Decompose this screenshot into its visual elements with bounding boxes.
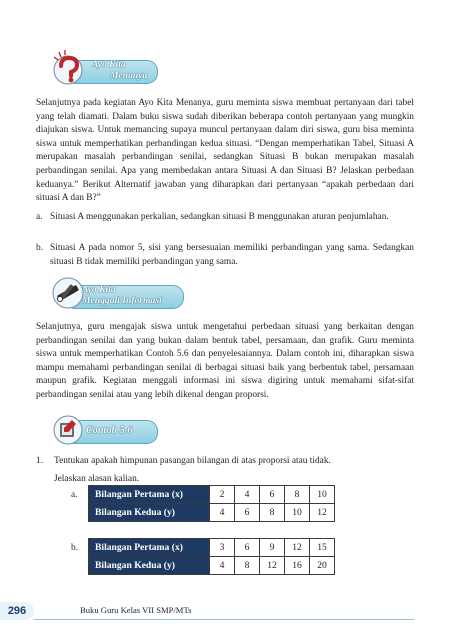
footer-book-title: Buku Guru Kelas VII SMP/MTs — [80, 605, 192, 615]
table-a — [88, 485, 335, 522]
paragraph-menggali: Selanjutnya, guru mengajak siswa untuk mengetahui perbedaan situasi yang berkaitan dengan perbandingan senilai dan yang bukan dalam bentuk tabel, persamaan, dan grafik. Guru meminta siswa untuk memperhatikan Contoh 5.6 dan penyelesaiannya. Dalam contoh ini, diharapkan siswa mampu memahami perbandingan senilai di berbagai situasi baik yang berbentuk tabel, persamaan maupun grafik. Kegiatan menggali informasi ini siswa digiring untuk memahami sifat-sifat perbandingan senilai atau yang lebih dikenal dengan proporsi. — [36, 322, 414, 400]
answer-text: Situasi A pada nomor 5, sisi yang bersesuaian memiliki perbandingan yang sama. Sedangkan situasi B tidak memiliki perbandingan yang sama. — [50, 243, 414, 267]
table-cell: 12 — [310, 504, 335, 522]
table-cell: 12 — [260, 557, 285, 575]
table-row — [89, 504, 335, 522]
ayo-menggali-line2: Menggali Informasi — [82, 294, 162, 306]
answer-item-b — [36, 242, 414, 269]
ayo-menggali-line1: Ayo Kita — [82, 284, 116, 295]
answer-marker: b. — [36, 243, 44, 253]
answer-text: Situasi A menggunakan perkalian, sedangkan situasi B menggunakan aturan penjumlahan. — [50, 212, 389, 222]
row-header: Bilangan Pertama (x) — [89, 486, 210, 504]
example-book-icon — [52, 414, 84, 446]
table-row — [89, 557, 335, 575]
table-cell: 9 — [260, 539, 285, 557]
table-cell: 6 — [235, 539, 260, 557]
question-1 — [36, 455, 414, 486]
table-cell: 2 — [210, 486, 235, 504]
table-cell: 20 — [310, 557, 335, 575]
page-number: 296 — [0, 602, 34, 620]
question-line1: Tentukan apakah himpunan pasangan bilangan di atas proporsi atau tidak. — [54, 456, 331, 466]
ayo-menggali-label — [82, 285, 182, 306]
table-cell: 8 — [285, 486, 310, 504]
ayo-menanya-label — [92, 60, 152, 81]
table-cell: 12 — [285, 539, 310, 557]
table-cell: 4 — [235, 486, 260, 504]
paragraph-menanya: Selanjutnya pada kegiatan Ayo Kita Menanya, guru meminta siswa membuat pertanyaan dari tabel yang telah diamati. Dalam buku siswa sudah diberikan beberapa contoh pertanyaan yang mungkin diajukan siswa. Untuk memancing supaya muncul pertanyaan dalam diri siswa, guru bisa meminta siswa untuk memperhatikan perbandingan kedua situasi. “Dengan memperhatikan Tabel, Situasi A merupakan masalah perbandingan senilai, sedangkan Situasi B bukan merupakan masalah perbandingan senilai. Apa yang membedakan antara Situasi A dan Situasi B? Jelaskan perbedaan keduanya.” Berikut Alternatif jawaban yang diharapkan dari pertanyaan “apakah perbedaan dari situasi A dan B?” — [36, 98, 414, 204]
answer-item-a — [36, 211, 414, 225]
table-b — [88, 538, 335, 575]
tools-icon — [50, 275, 86, 311]
table-cell: 8 — [235, 557, 260, 575]
question-line2: Jelaskan alasan kalian. — [54, 473, 140, 484]
table-cell: 4 — [210, 557, 235, 575]
ayo-menanya-line2: Menanya — [110, 69, 148, 81]
ayo-menanya-line1: Ayo Kita — [92, 59, 126, 70]
table-cell: 3 — [210, 539, 235, 557]
contoh-label: Contoh 5.6 — [86, 425, 133, 436]
table-cell: 16 — [285, 557, 310, 575]
question-number: 1. — [36, 456, 44, 466]
table-row — [89, 486, 335, 504]
table-cell: 8 — [260, 504, 285, 522]
table-cell: 4 — [210, 504, 235, 522]
table-cell: 10 — [310, 486, 335, 504]
table-a-label: a. — [71, 490, 78, 500]
table-cell: 10 — [285, 504, 310, 522]
table-row — [89, 539, 335, 557]
footer-divider — [34, 619, 414, 620]
row-header: Bilangan Pertama (x) — [89, 539, 210, 557]
answer-marker: a. — [36, 212, 43, 222]
table-cell: 6 — [235, 504, 260, 522]
table-cell: 6 — [260, 486, 285, 504]
row-header: Bilangan Kedua (y) — [89, 504, 210, 522]
table-cell: 15 — [310, 539, 335, 557]
question-mark-icon — [50, 48, 86, 88]
table-b-label: b. — [71, 543, 79, 553]
row-header: Bilangan Kedua (y) — [89, 557, 210, 575]
